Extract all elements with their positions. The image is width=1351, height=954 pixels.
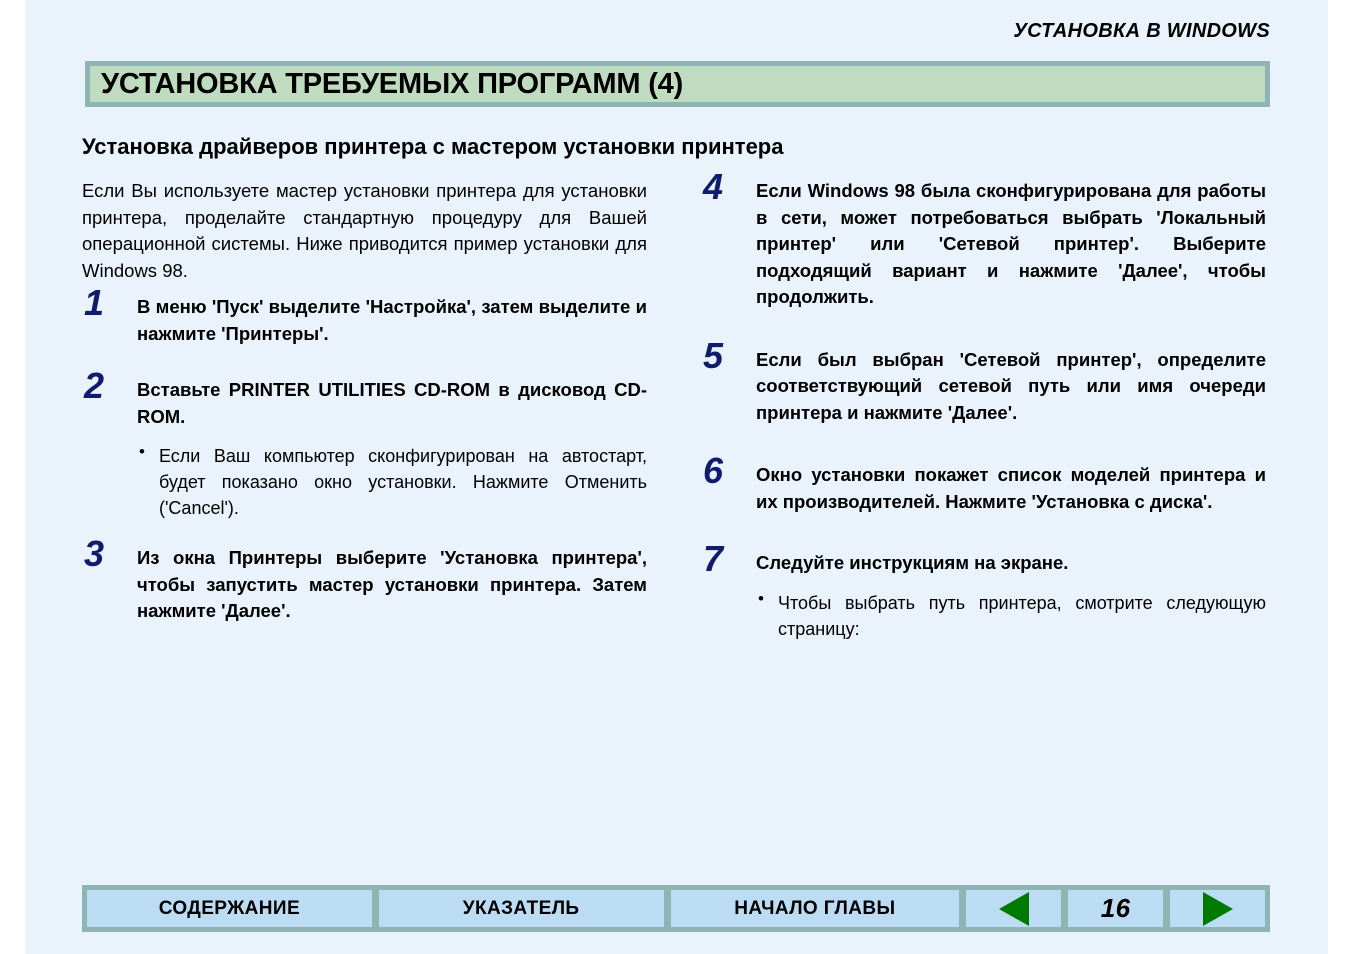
page-number-box — [1068, 890, 1163, 927]
page-title-inner — [90, 66, 1265, 102]
step-text: Если был выбран 'Сетевой принтер', определите соответствующий сетевой путь или имя очереди принтера и нажмите 'Далее'. — [756, 348, 1266, 423]
nav-next-page-button[interactable] — [1170, 890, 1265, 927]
step-bullet-text: • Если Ваш компьютер сконфигурирован на автостарт, будет показано окно установки. Нажмите Отменить ('Cancel'). — [159, 446, 647, 518]
left-column — [82, 178, 647, 625]
intro-paragraph: Если Вы используете мастер установки принтера для установки принтера, проделайте стандартную процедуру для Вашей операционной системы. Ниже приводится пример установки для Windows 98. — [82, 180, 647, 281]
step-text: В меню 'Пуск' выделите 'Настройка', затем выделите и нажмите 'Принтеры'. — [137, 296, 647, 344]
step-text: Из окна Принтеры выберите 'Установка принтера', чтобы запустить мастер установки принтера. Затем нажмите 'Далее'. — [137, 547, 647, 621]
step-item — [701, 166, 1266, 311]
step-item — [82, 282, 647, 347]
step-item — [701, 334, 1266, 427]
nav-chapter-label: НАЧАЛО ГЛАВЫ — [734, 897, 896, 919]
nav-index-label: УКАЗАТЕЛЬ — [462, 897, 580, 919]
step-text: Окно установки покажет список моделей принтера и их производителей. Нажмите 'Установка с диска'. — [756, 464, 1266, 512]
step-number: 5 — [703, 334, 724, 376]
triangle-right-icon — [1203, 892, 1233, 926]
step-bullet — [137, 443, 647, 521]
step-bullet-text: • Чтобы выбрать путь принтера, смотрите следующую страницу: — [778, 592, 1266, 639]
section-subtitle: Установка драйверов принтера с мастером установки принтера — [82, 134, 784, 159]
step-item — [82, 365, 647, 521]
step-number: 4 — [703, 166, 724, 207]
page-number: 16 — [1100, 893, 1131, 923]
nav-contents-label: СОДЕРЖАНИЕ — [158, 897, 301, 919]
step-text: Следуйте инструкциям на экране. — [756, 552, 1069, 573]
right-column — [701, 166, 1266, 642]
step-text: Вставьте PRINTER UTILITIES CD-ROM в дисковод CD-ROM. — [137, 379, 647, 427]
step-item — [701, 538, 1266, 642]
running-header: УСТАНОВКА В WINDOWS — [1013, 20, 1270, 42]
step-number: 6 — [703, 450, 724, 491]
nav-previous-page-button[interactable] — [966, 890, 1061, 927]
nav-contents-button[interactable] — [87, 890, 372, 927]
step-number: 3 — [84, 533, 105, 574]
triangle-left-icon — [999, 892, 1029, 926]
page-title-band — [85, 61, 1270, 107]
step-bullet — [756, 590, 1266, 642]
step-number: 2 — [84, 365, 105, 406]
step-number: 7 — [703, 538, 724, 579]
step-item — [82, 533, 647, 625]
nav-chapter-start-button[interactable] — [671, 890, 960, 927]
step-item — [701, 450, 1266, 515]
footer-navigation-bar — [82, 885, 1270, 932]
step-text: Если Windows 98 была сконфигурирована для работы в сети, может потребоваться выбрать 'Локальный принтер' или 'Сетевой принтер'. Выберите подходящий вариант и нажмите 'Далее', чтобы продолжить. — [756, 180, 1266, 307]
nav-index-button[interactable] — [379, 890, 664, 927]
page-title: УСТАНОВКА ТРЕБУЕМЫХ ПРОГРАММ (4) — [101, 67, 684, 100]
document-page — [25, 0, 1328, 954]
step-number: 1 — [84, 282, 105, 323]
